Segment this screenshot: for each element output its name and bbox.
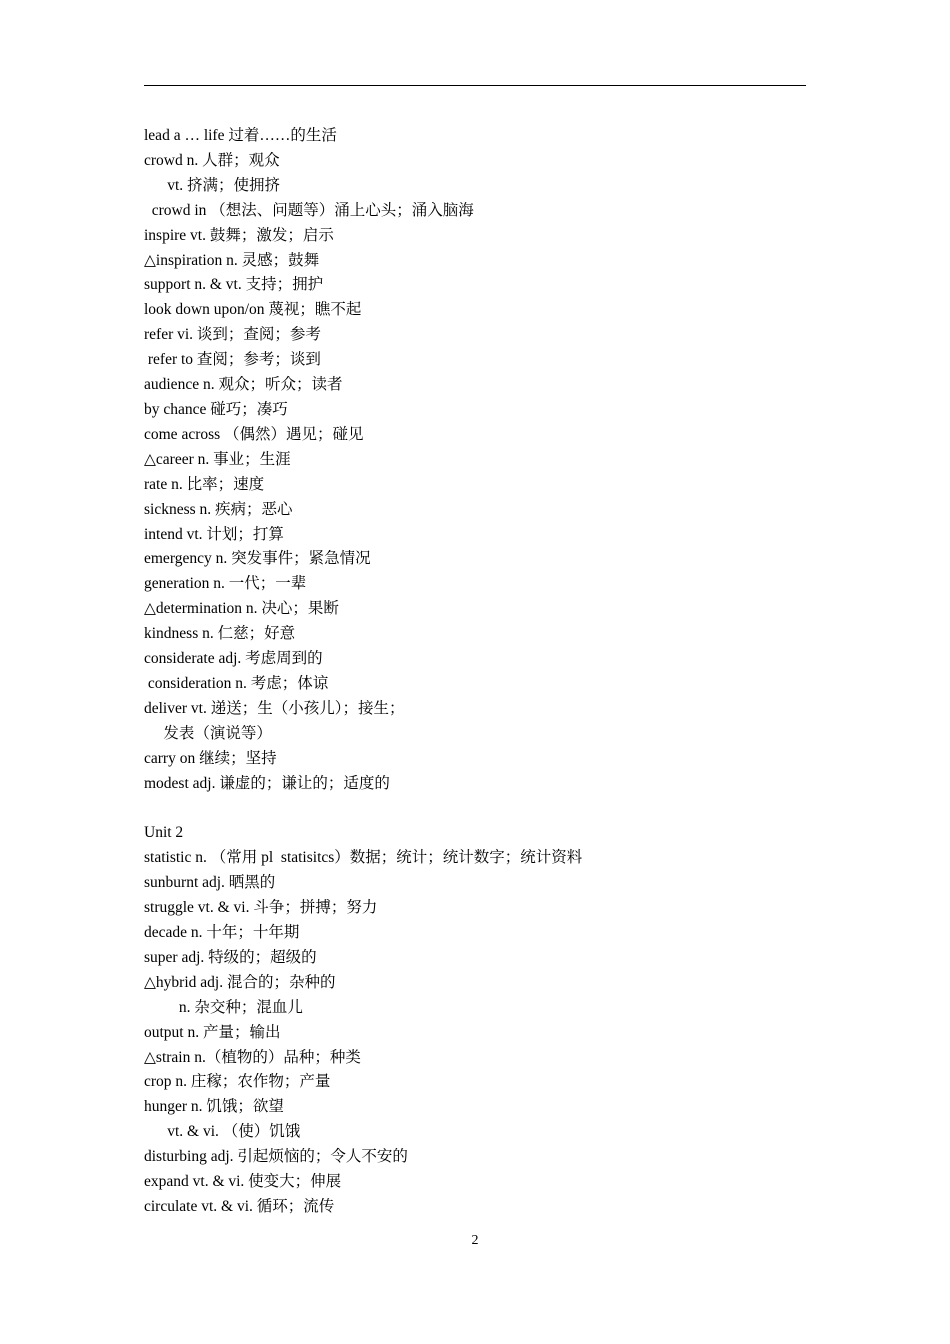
vocab-line: △strain n.（植物的）品种；种类 bbox=[144, 1048, 361, 1066]
vocab-line: disturbing adj. 引起烦恼的；令人不安的 bbox=[144, 1148, 408, 1166]
vocab-line: crowd in （想法、问题等）涌上心头；涌入脑海 bbox=[144, 201, 474, 219]
vocab-line: by chance 碰巧；凑巧 bbox=[144, 400, 288, 418]
vocab-line: △career n. 事业；生涯 bbox=[144, 450, 291, 468]
vocab-line: come across （偶然）遇见；碰见 bbox=[144, 425, 364, 443]
vocab-line: audience n. 观众；听众；读者 bbox=[144, 376, 343, 394]
unit-heading: Unit 2 bbox=[144, 824, 184, 842]
vocab-line: decade n. 十年；十年期 bbox=[144, 924, 300, 941]
vocab-line: modest adj. 谦虚的；谦让的；适度的 bbox=[144, 774, 390, 792]
vocab-line: crowd n. 人群；观众 bbox=[144, 151, 280, 169]
vocab-line: generation n. 一代；一辈 bbox=[144, 575, 307, 593]
vocab-line: consideration n. 考虑；体谅 bbox=[144, 674, 329, 692]
vocab-line: deliver vt. 递送；生（小孩儿）；接生； bbox=[144, 699, 405, 717]
vocab-line: refer to 查阅；参考；谈到 bbox=[144, 351, 321, 369]
vocab-line: super adj. 特级的；超级的 bbox=[144, 948, 317, 966]
vocab-line: output n. 产量；输出 bbox=[144, 1023, 281, 1041]
vocab-line: 发表（演说等） bbox=[144, 724, 272, 742]
vocab-line: refer vi. 谈到；查阅；参考 bbox=[144, 326, 321, 344]
vocab-line: carry on 继续；坚持 bbox=[144, 749, 277, 767]
vocab-line: rate n. 比率；速度 bbox=[144, 475, 265, 493]
vocab-line: look down upon/on 蔑视；瞧不起 bbox=[144, 301, 362, 319]
vocab-line: support n. & vt. 支持；拥护 bbox=[144, 276, 324, 294]
vocab-line: kindness n. 仁慈；好意 bbox=[144, 625, 296, 643]
vocab-line: △determination n. 决心；果断 bbox=[144, 600, 339, 618]
vocab-line: emergency n. 突发事件；紧急情况 bbox=[144, 550, 371, 568]
vocab-line: n. 杂交种；混血儿 bbox=[144, 998, 303, 1016]
vocab-line: lead a … life 过着……的生活 bbox=[144, 127, 337, 144]
vocab-line: statistic n. （常用 pl statisitcs）数据；统计；统计数字；统计资料 bbox=[144, 849, 583, 867]
vocab-line: sunburnt adj. 晒黑的 bbox=[144, 874, 276, 892]
page-number: 2 bbox=[471, 1233, 479, 1248]
vocab-line: sickness n. 疾病；恶心 bbox=[144, 500, 293, 518]
vocab-line: expand vt. & vi. 使变大；伸展 bbox=[144, 1173, 342, 1191]
vocab-line: intend vt. 计划；打算 bbox=[144, 525, 284, 543]
vocab-line: inspire vt. 鼓舞；激发；启示 bbox=[144, 226, 334, 244]
vocab-line: vt. & vi. （使）饥饿 bbox=[144, 1123, 301, 1141]
vocab-line: circulate vt. & vi. 循环；流传 bbox=[144, 1197, 335, 1215]
vocabulary-list bbox=[144, 124, 806, 1220]
vocab-line: hunger n. 饥饿；欲望 bbox=[144, 1098, 284, 1116]
vocab-line: △hybrid adj. 混合的；杂种的 bbox=[144, 973, 336, 991]
header-rule bbox=[144, 85, 806, 86]
vocab-line: considerate adj. 考虑周到的 bbox=[144, 650, 323, 668]
vocab-line: struggle vt. & vi. 斗争；拼搏；努力 bbox=[144, 899, 378, 917]
vocab-line: crop n. 庄稼；农作物；产量 bbox=[144, 1073, 331, 1091]
blank-line bbox=[144, 796, 806, 821]
vocab-line: △inspiration n. 灵感；鼓舞 bbox=[144, 251, 320, 269]
vocab-line: vt. 挤满；使拥挤 bbox=[144, 176, 281, 194]
